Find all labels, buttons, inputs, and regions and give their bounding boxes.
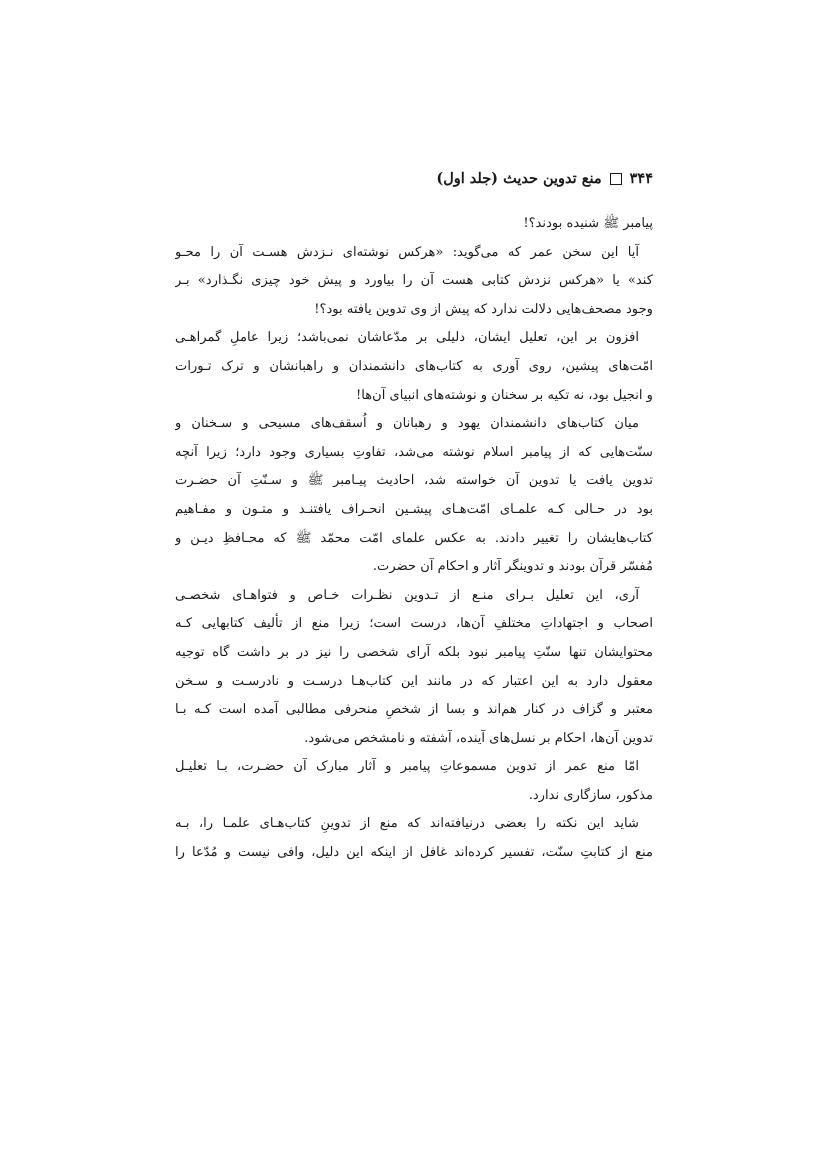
text-line: وجود مصحف‌هایی دلالت ندارد که پیش از وی تدوین یافته بود؟!: [314, 301, 653, 317]
text-line: اصحاب و اجتهاداتِ مختلفِ آن‌ها، درست است؛ زیرا منع از تألیف کتابهایی کـه: [175, 616, 653, 632]
text-line: تدوین آن‌ها، احکام بر نسل‌های آینده، آشفته و نامشخص می‌شود.: [304, 730, 653, 746]
body-text: [175, 210, 653, 868]
running-header: [436, 170, 653, 187]
text-line: کند» یا «هرکس نزدش کتابی هست آن را بیاورد و پیش خود چیزی نگـذارد» بـر: [175, 273, 653, 289]
text-line: میان کتاب‌های دانشمندان یهود و رهبانان و اُسقف‌های مسیحی و سـخنان و: [175, 416, 639, 432]
page-number: ۳۴۴: [629, 170, 653, 187]
book-title: منع تدوین حدیث (جلد اول): [436, 170, 602, 187]
text-line: مذکور، سازگاری ندارد.: [528, 787, 653, 803]
text-line: سنّت‌هایی که از پیامبر اسلام نوشته می‌شد، تفاوتِ بسیاری وجود دارد؛ زیرا آنچه: [175, 444, 653, 460]
text-line: معقول دارد به این اعتبار که در مانند این کتاب‌هـا درسـت و نادرسـت و سـخن: [175, 673, 653, 689]
text-line: منع از کتابتِ سنّت، تفسیر کرده‌اند غافل از اینکه این دلیل، وافی نیست و مُدّعا را: [175, 845, 653, 861]
text-line: پیامبر ﷺ شنیده بودند؟!: [523, 216, 653, 231]
text-line: معتبر و گزاف در کنار هم‌اند و بسا از شخصِ منحرفی مطالبی آمده است کـه بـا: [175, 702, 653, 718]
text-line: بود در حـالی کـه علمـای امّت‌هـای پیشـین انحـراف یافتنـد و متـون و مفـاهیم: [175, 501, 653, 517]
text-line: کتاب‌هایشان را تغییر دادند. به عکس علمای امّت محمّد ﷺ که محـافظِ دیـن و: [175, 530, 653, 546]
square-ornament-icon: [610, 173, 622, 185]
text-line: شاید این نکته را بعضی درنیافته‌اند که منع از تدوینِ کتاب‌هـای علمـا را، بـه: [175, 816, 639, 832]
text-line: محتوایشان تنها سنّتِ پیامبر نبود بلکه آرای شخصی را نیز در بر داشت گاه توجیه: [175, 644, 653, 660]
text-line: آیا این سخن عمر که می‌گوید: «هرکس نوشته‌ای نـزدش هسـت آن را محـو: [175, 244, 639, 260]
text-line: مُفسّر قرآن بودند و تدوینگر آثار و احکام آن حضرت.: [372, 559, 653, 575]
text-line: افزون بر این، تعلیل ایشان، دلیلی بر مدّعاشان نمی‌باشد؛ زیرا عاملِ گمراهـی: [175, 330, 639, 346]
text-line: امّا منع عمر از تدوین مسموعاتِ پیامبر و آثار مبارک آن حضـرت، بـا تعلیـل: [175, 759, 639, 775]
text-line: امّت‌های پیشین، روی آوری به کتاب‌های دانشمندان و راهبانشان و ترک تـورات: [175, 358, 653, 374]
text-line: تدوین یافت یا تدوین آن خواسته شد، احادیث پیـامبر ﷺ و سـنّتِ آن حضـرت: [175, 473, 653, 489]
text-line: و انجیل بود، نه تکیه بر سخنان و نوشته‌های انبیای آن‌ها!: [355, 387, 653, 403]
text-line: آری، این تعلیل بـرای منـع از تـدوین نظـرات خـاص و فتواهـای شخصـی: [175, 587, 639, 603]
